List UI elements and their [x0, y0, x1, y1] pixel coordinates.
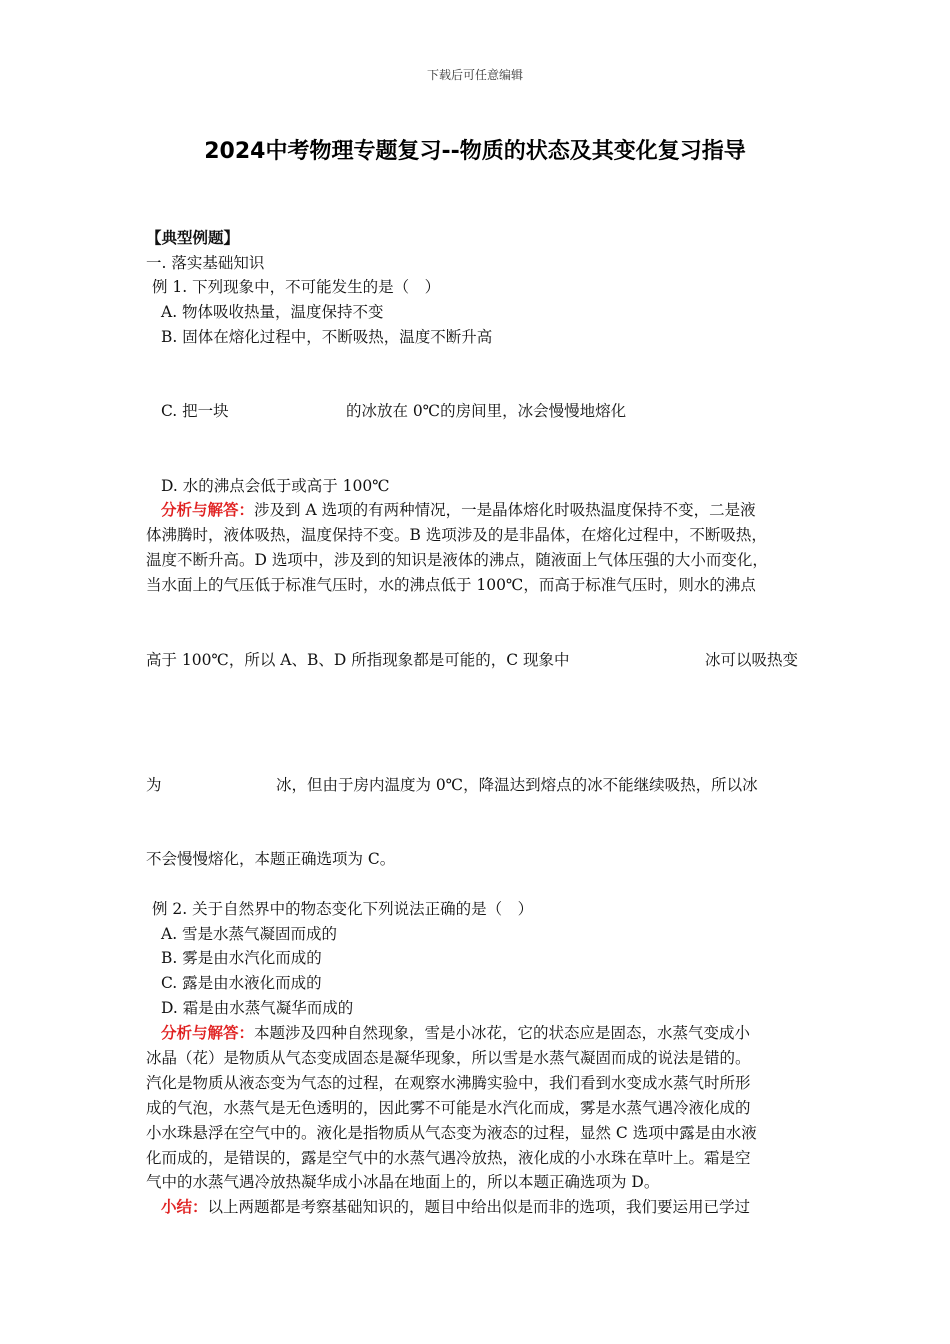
example1-analysis-line5a: 高于 100℃，所以 A、B、D 所指现象都是可能的，C 现象中: [146, 651, 570, 669]
summary-label: 小结：: [161, 1197, 208, 1216]
example1-analysis-line6b: 冰，但由于房内温度为 0℃，降温达到熔点的冰不能继续吸热，所以冰: [276, 776, 758, 794]
page-header: 下载后可任意编辑: [426, 68, 523, 82]
example1-option-c-part2: 的冰放在 0℃的房间里，冰会慢慢地熔化: [346, 402, 627, 420]
example1-option-c-part1: C. 把一块: [161, 402, 229, 420]
example2-analysis-line4: 成的气泡，水蒸气是无色透明的，因此雾不可能是水汽化而成，雾是水蒸气遇冷液化成的: [146, 1099, 751, 1117]
example1-option-b: B. 固体在熔化过程中，不断吸热，温度不断升高: [161, 328, 493, 346]
example1-question: 例 1. 下列现象中，不可能发生的是（ ）: [152, 278, 441, 296]
summary-line: [161, 1197, 750, 1217]
example2-analysis-line1: [161, 1023, 750, 1043]
summary-text: 以上两题都是考察基础知识的，题目中给出似是而非的选项，我们要运用已学过: [207, 1198, 751, 1216]
section-heading: 【典型例题】: [146, 228, 240, 247]
example1-analysis-line2: 体沸腾时，液体吸热，温度保持不变。B 选项涉及的是非晶体，在熔化过程中，不断吸热，: [146, 526, 767, 544]
example2-analysis-line6: 化而成的，是错误的，露是空气中的水蒸气遇冷放热，液化成的小水珠在草叶上。霜是空: [146, 1149, 751, 1167]
example2-analysis-line3: 汽化是物质从液态变为气态的过程，在观察水沸腾实验中，我们看到水变成水蒸气时所形: [146, 1074, 751, 1092]
example2-option-b: B. 雾是由水汽化而成的: [161, 949, 322, 967]
example1-option-d: D. 水的沸点会低于或高于 100℃: [161, 477, 390, 495]
example2-option-d: D. 霜是由水蒸气凝华而成的: [161, 999, 354, 1017]
example1-analysis-line4: 当水面上的气压低于标准气压时，水的沸点低于 100℃，而高于标准气压时，则水的沸点: [146, 576, 756, 594]
example1-analysis-text1: 涉及到 A 选项的有两种情况，一是晶体熔化时吸热温度保持不变，二是液: [254, 501, 756, 519]
example1-analysis-line7: 不会慢慢熔化，本题正确选项为 C。: [146, 850, 396, 868]
example2-option-c: C. 露是由水液化而成的: [161, 974, 322, 992]
example1-analysis-label: 分析与解答：: [161, 500, 255, 519]
example2-analysis-line5: 小水珠悬浮在空气中的。液化是指物质从气态变为液态的过程，显然 C 选项中露是由水液: [146, 1124, 757, 1142]
example1-analysis-line5b: 冰可以吸热变: [705, 651, 799, 669]
example2-question: 例 2. 关于自然界中的物态变化下列说法正确的是（ ）: [152, 900, 534, 918]
example1-option-a: A. 物体吸收热量，温度保持不变: [161, 303, 384, 321]
subsection-heading: 一. 落实基础知识: [146, 254, 265, 272]
example1-analysis-line1: [161, 500, 756, 520]
example2-option-a: A. 雪是水蒸气凝固而成的: [161, 925, 338, 943]
example2-analysis-line7: 气中的水蒸气遇冷放热凝华成小冰晶在地面上的，所以本题正确选项为 D。: [146, 1173, 660, 1191]
example1-analysis-line6a: 为: [146, 776, 162, 794]
example2-analysis-line2: 冰晶（花）是物质从气态变成固态是凝华现象，所以雪是水蒸气凝固而成的说法是错的。: [146, 1049, 751, 1067]
example1-analysis-line3: 温度不断升高。D 选项中，涉及到的知识是液体的沸点，随液面上气体压强的大小而变化，: [146, 551, 768, 569]
example2-analysis-text1: 本题涉及四种自然现象，雪是小冰花，它的状态应是固态，水蒸气变成小: [254, 1024, 751, 1042]
example2-analysis-label: 分析与解答：: [161, 1023, 255, 1042]
page-title: 2024中考物理专题复习--物质的状态及其变化复习指导: [204, 139, 746, 164]
